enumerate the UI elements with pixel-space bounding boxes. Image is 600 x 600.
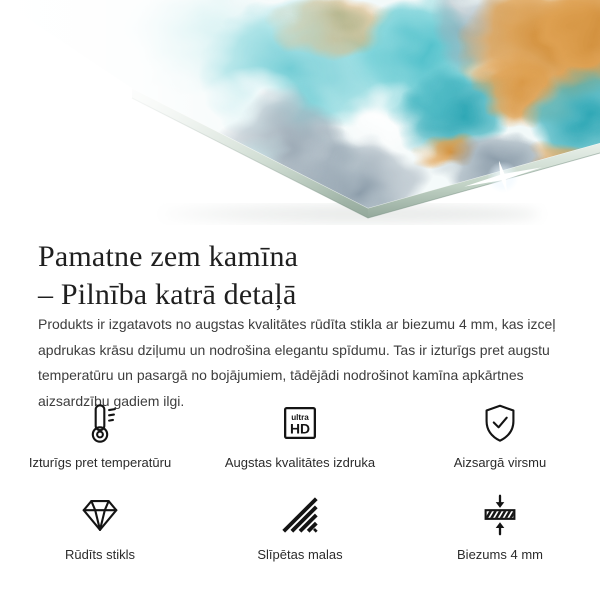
page-title xyxy=(38,238,298,314)
feature-grid xyxy=(0,400,600,562)
feature-label: Izturīgs pret temperatūru xyxy=(28,455,172,470)
feature-label: Slīpētas malas xyxy=(257,547,343,562)
feature-polished-edges xyxy=(210,492,390,562)
thermometer-icon xyxy=(77,400,123,446)
beveled-edges-icon xyxy=(277,492,323,538)
ultra-hd-icon xyxy=(277,400,323,446)
feature-thickness xyxy=(410,492,590,562)
ultra-hd-text-top: ultra xyxy=(291,413,309,423)
shield-check-icon xyxy=(477,400,523,446)
left-fade xyxy=(0,0,345,230)
page-title-line1: Pamatne zem kamīna xyxy=(38,240,299,273)
feature-label: Rūdīts stikls xyxy=(64,547,136,562)
feature-tempered-glass xyxy=(10,492,190,562)
ultra-hd-text-bottom: HD xyxy=(289,420,311,437)
feature-label: Augstas kvalitātes izdruka xyxy=(224,455,376,470)
product-description: Produkts ir izgatavots no augstas kvalitātes rūdīta stikla ar biezumu 4 mm, kas izceļ apdrukas krāsu dziļumu un nodrošina elegantu spīdumu. Tas ir izturīgs pret augstu temperatūru un pasargā no bojājumiem, tādējādi nodrošinot kamīna apkārtnes aizsardzību gadiem ilgi. xyxy=(38,316,556,409)
feature-temperature xyxy=(10,400,190,470)
thickness-icon xyxy=(477,492,523,538)
feature-protects-surface xyxy=(410,400,590,470)
hero-image xyxy=(0,0,600,230)
feature-print-quality xyxy=(210,400,390,470)
page-title-line2: – Pilnība katrā detaļā xyxy=(38,278,297,311)
feature-label: Biezums 4 mm xyxy=(457,547,543,562)
feature-label: Aizsargā virsmu xyxy=(453,455,547,470)
diamond-icon xyxy=(77,492,123,538)
glass-panel-illustration xyxy=(0,0,600,230)
